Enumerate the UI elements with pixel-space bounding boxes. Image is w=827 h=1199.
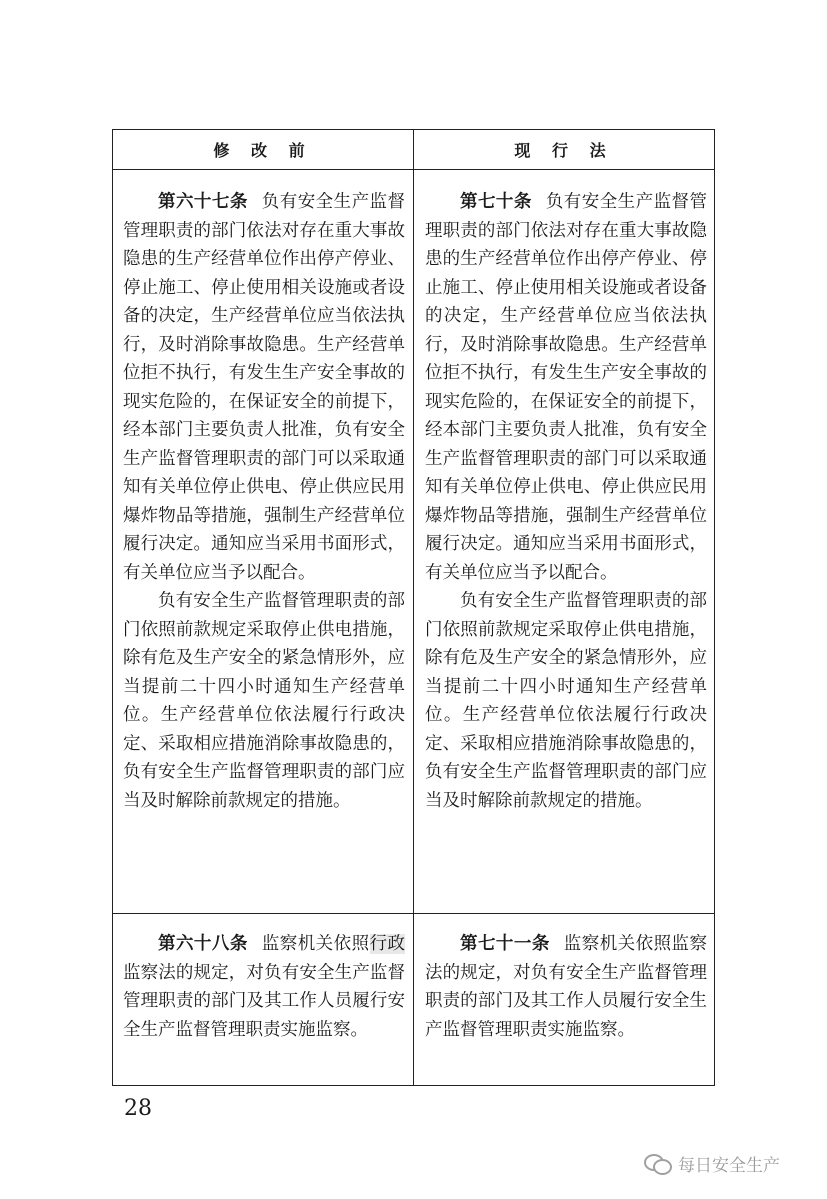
row2-right-cell <box>425 930 707 1044</box>
article-number: 第六十八条 <box>158 934 248 954</box>
article-text: 负有安全生产监督管理职责的部门依法对存在重大事故隐患的生产经营单位作出停产停业、停止施工、停止使用相关设施或者设备的决定，生产经营单位应当依法执行，及时消除事故隐患。生产经营单位拒不执行，有发生生产安全事故的现实危险的，在保证安全的前提下，经本部门主要负责人批准，负有安全生产监督管理职责的部门可以采取通知有关单位停止供电、停止供应民用爆炸物品等措施，强制生产经营单位履行决定。通知应当采用书面形式，有关单位应当予以配合。 <box>425 192 708 583</box>
row1-right-paragraph-2: 负有安全生产监督管理职责的部门依照前款规定采取停止供电措施，除有危及生产安全的紧急情形外，应当提前二十四小时通知生产经营单位。生产经营单位依法履行行政决定、采取相应措施消除事故隐患的，负有安全生产监督管理职责的部门应当及时解除前款规定的措施。 <box>425 591 707 811</box>
wechat-icon <box>644 1154 672 1174</box>
article-text-b: 监察法的规定，对负有安全生产监督管理职责的部门及其工作人员履行安全生产监督管理职责实施监察。 <box>123 962 405 1040</box>
watermark-text: 每日安全生产 <box>678 1156 780 1176</box>
article-text-a: 监察机关依照 <box>261 934 370 954</box>
article-number: 第七十一条 <box>460 934 550 954</box>
row2-left-cell <box>123 930 405 1044</box>
page-number: 28 <box>124 1096 152 1121</box>
comparison-table <box>112 129 715 1086</box>
header-current-law: 现 行 法 <box>514 141 614 160</box>
header-before-revision: 修 改 前 <box>213 141 313 160</box>
highlighted-deletion: 行政 <box>369 934 406 954</box>
row1-right-paragraph-1 <box>425 188 707 587</box>
row1-right-cell <box>425 188 707 815</box>
row2-right-paragraph-1 <box>425 930 707 1044</box>
row2-left-paragraph-1 <box>123 930 405 1044</box>
article-text: 监察机关依照监察法的规定，对负有安全生产监督管理职责的部门及其工作人员履行安全生产监督管理职责实施监察。 <box>425 934 708 1040</box>
column-divider <box>413 130 414 1085</box>
header-divider <box>113 169 714 170</box>
article-number: 第七十条 <box>460 192 532 212</box>
article-number: 第六十七条 <box>158 192 248 212</box>
row1-left-cell <box>123 188 405 815</box>
row-divider <box>113 913 714 914</box>
article-text: 负有安全生产监督管理职责的部门依法对存在重大事故隐患的生产经营单位作出停产停业、停止施工、停止使用相关设施或者设备的决定，生产经营单位应当依法执行，及时消除事故隐患。生产经营单位拒不执行，有发生生产安全事故的现实危险的，在保证安全的前提下，经本部门主要负责人批准，负有安全生产监督管理职责的部门可以采取通知有关单位停止供电、停止供应民用爆炸物品等措施，强制生产经营单位履行决定。通知应当采用书面形式，有关单位应当予以配合。 <box>123 192 406 583</box>
row1-left-paragraph-2: 负有安全生产监督管理职责的部门依照前款规定采取停止供电措施，除有危及生产安全的紧急情形外，应当提前二十四小时通知生产经营单位。生产经营单位依法履行行政决定、采取相应措施消除事故隐患的，负有安全生产监督管理职责的部门应当及时解除前款规定的措施。 <box>123 591 405 811</box>
watermark <box>644 1151 780 1176</box>
row1-left-paragraph-1 <box>123 188 405 587</box>
